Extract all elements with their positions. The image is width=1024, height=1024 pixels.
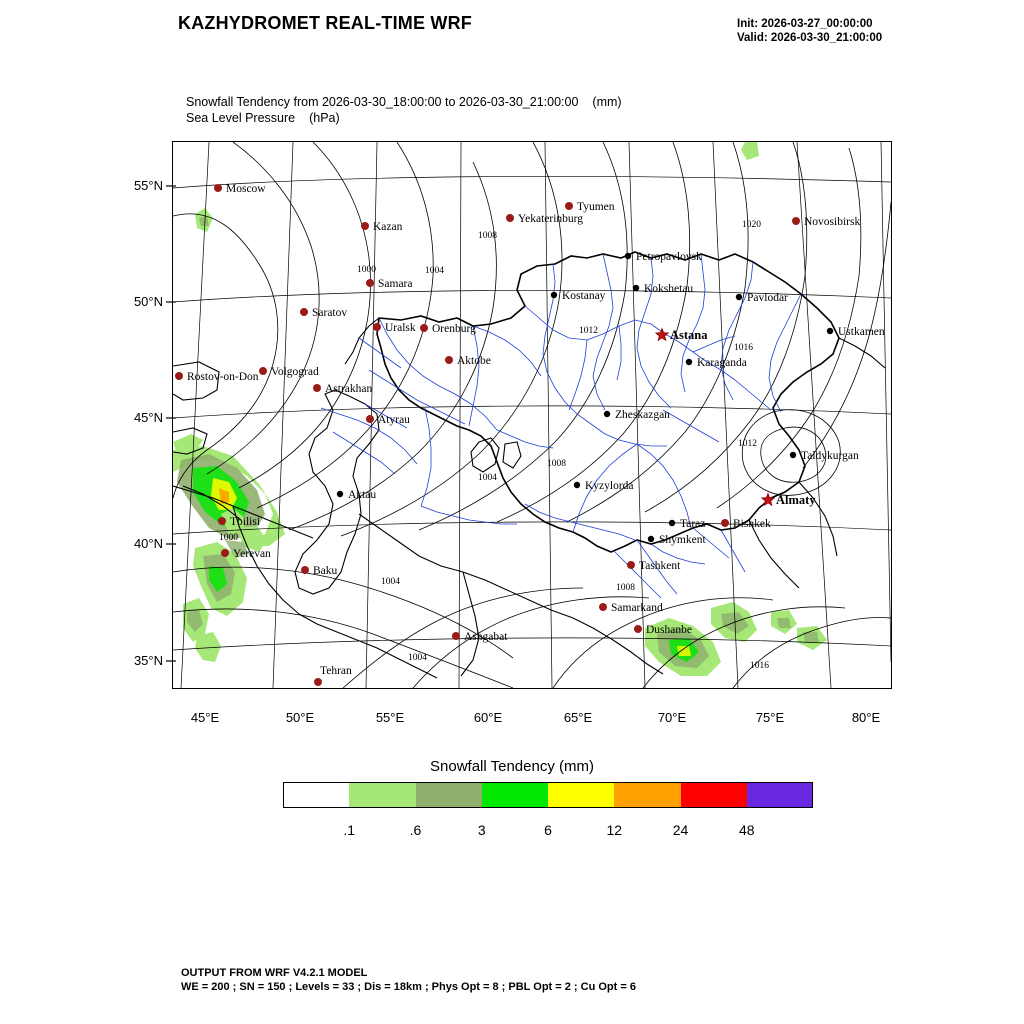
city-label: Samara (378, 278, 413, 290)
city-dot-icon (366, 415, 374, 423)
field-line-2-text: Sea Level Pressure (186, 111, 296, 125)
capital-star-icon (656, 329, 668, 341)
colorbar-title: Snowfall Tendency (mm) (430, 758, 594, 775)
city-marker (175, 371, 259, 383)
city-label: Kostanay (562, 290, 606, 302)
city-marker (627, 560, 681, 572)
city-label: Baku (313, 565, 338, 577)
city-dot-icon (625, 253, 631, 259)
city-label: Atyrau (378, 414, 410, 426)
city-dot-icon (301, 566, 309, 574)
isobar-label: 1016 (734, 343, 753, 353)
city-label: Tashkent (639, 560, 681, 572)
city-label: Zheskazgan (615, 409, 670, 421)
city-dot-icon (634, 625, 642, 633)
page-title: KAZHYDROMET REAL-TIME WRF (178, 13, 472, 33)
city-label: Almaty (776, 493, 816, 507)
isobar-label: 1020 (742, 220, 761, 230)
city-label: Moscow (226, 183, 266, 195)
city-marker (313, 383, 373, 395)
field-line-1-units: (mm) (592, 95, 622, 109)
isobar-label: 1004 (381, 577, 400, 587)
isobar-label: 1012 (738, 439, 757, 449)
city-dot-icon (633, 285, 639, 291)
colorbar-tick-label: 3 (477, 822, 486, 838)
isobar-label: 1004 (408, 653, 427, 663)
city-label: Astana (670, 328, 708, 342)
lat-tick-label: 40°N (133, 536, 163, 551)
city-label: Aktau (348, 489, 377, 501)
city-dot-icon (574, 482, 580, 488)
city-dot-icon (361, 222, 369, 230)
city-label: Yekaterinburg (518, 213, 584, 225)
city-marker (420, 323, 476, 335)
field-line-1-text: Snowfall Tendency from 2026-03-30_18:00:00 to 2026-03-30_21:00:00 (186, 95, 579, 109)
city-marker (686, 357, 747, 369)
city-label: Ustkamen (838, 326, 885, 338)
city-dot-icon (218, 517, 226, 525)
city-label: Aktobe (457, 355, 491, 367)
city-dot-icon (648, 536, 654, 542)
city-dot-icon (366, 279, 374, 287)
city-dot-icon (790, 452, 796, 458)
city-label: Rostov-on-Don (187, 371, 259, 383)
model-output-footer (181, 966, 636, 994)
city-label: Yerevan (233, 548, 271, 560)
isobar-label: 1016 (750, 661, 769, 671)
city-label: Novosibirsk (804, 216, 861, 228)
lon-tick-label: 70°E (657, 710, 687, 725)
footer-line-1: OUTPUT FROM WRF V4.2.1 MODEL (181, 967, 368, 979)
city-dot-icon (736, 294, 742, 300)
city-label: Samarkand (611, 602, 663, 614)
city-dot-icon (599, 603, 607, 611)
colorbar-tick-label: 48 (738, 822, 755, 838)
city-label: Shymkent (659, 534, 706, 546)
colorbar-tick-label: .1 (343, 822, 356, 838)
city-dot-icon (452, 632, 460, 640)
city-label: Saratov (312, 307, 348, 319)
city-dot-icon (792, 217, 800, 225)
lat-tick-label: 50°N (133, 294, 163, 309)
field-line-1 (186, 94, 622, 110)
city-marker (625, 251, 702, 263)
city-dot-icon (373, 323, 381, 331)
colorbar-tick-label: 24 (672, 822, 689, 838)
city-dot-icon (669, 520, 675, 526)
city-label: Petropavlovsk (636, 251, 702, 263)
snowfall-shading-layer (173, 142, 827, 676)
lon-tick-label: 50°E (285, 710, 315, 725)
isobar-label: 1004 (425, 266, 444, 276)
city-dot-icon (214, 184, 222, 192)
colorbar-swatch[interactable] (283, 782, 349, 808)
city-label: Astrakhan (325, 383, 373, 395)
isobar-label: 1000 (219, 533, 238, 543)
colorbar-swatch[interactable] (614, 782, 680, 808)
city-dot-icon (827, 328, 833, 334)
admin-river-layer (321, 254, 801, 598)
colorbar-tick-label: 6 (544, 822, 552, 838)
city-dot-icon (221, 549, 229, 557)
city-dot-icon (551, 292, 557, 298)
city-marker (634, 624, 692, 636)
city-marker (373, 322, 416, 334)
city-label: Ashgabat (464, 631, 508, 643)
city-marker (762, 493, 817, 507)
city-marker (452, 631, 508, 643)
city-dot-icon (721, 519, 729, 527)
city-dot-icon (175, 372, 183, 380)
city-dot-icon (259, 367, 267, 375)
city-marker (656, 328, 708, 342)
colorbar-swatch[interactable] (747, 782, 813, 808)
city-marker (301, 565, 338, 577)
colorbar-swatch[interactable] (681, 782, 747, 808)
city-label: Dushanbe (646, 624, 692, 636)
city-marker (565, 201, 615, 213)
lon-tick-label: 60°E (473, 710, 503, 725)
field-description (186, 94, 622, 126)
city-label: Tbilisi (230, 516, 261, 528)
city-label: Uralsk (385, 322, 416, 334)
city-marker (633, 283, 694, 295)
city-dot-icon (686, 359, 692, 365)
city-dot-icon (313, 384, 321, 392)
city-marker (669, 518, 706, 530)
city-dot-icon (420, 324, 428, 332)
city-marker (337, 489, 377, 501)
isobar-label: 1000 (357, 265, 376, 275)
colorbar-swatch[interactable] (548, 782, 614, 808)
isobar-label: 1008 (478, 231, 497, 241)
colorbar-swatch[interactable] (416, 782, 482, 808)
field-line-2-units: (hPa) (309, 111, 340, 125)
city-marker (314, 665, 352, 686)
isobar-label: 1012 (579, 326, 598, 336)
lat-tick-label: 45°N (133, 410, 163, 425)
lon-tick-label: 55°E (375, 710, 405, 725)
lon-tick-label: 75°E (755, 710, 785, 725)
city-label: Tehran (320, 665, 352, 677)
city-marker (506, 213, 583, 225)
city-dot-icon (506, 214, 514, 222)
city-marker (445, 355, 491, 367)
city-dot-icon (314, 678, 322, 686)
lon-tick-label: 65°E (563, 710, 593, 725)
city-dot-icon (604, 411, 610, 417)
isobar-label: 1004 (478, 473, 497, 483)
city-marker (648, 534, 707, 546)
city-label: Orenburg (432, 323, 476, 335)
city-label: Volgograd (271, 366, 319, 378)
city-label: Karaganda (697, 357, 747, 369)
city-label: Tyumen (577, 201, 615, 213)
colorbar-tick-label: 12 (606, 822, 623, 838)
city-marker (790, 450, 859, 462)
map-plot-area[interactable] (172, 141, 892, 689)
colorbar-swatch[interactable] (482, 782, 548, 808)
city-dot-icon (565, 202, 573, 210)
city-dot-icon (337, 491, 343, 497)
isobar-label: 1008 (547, 459, 566, 469)
city-marker (599, 602, 663, 614)
valid-time: Valid: 2026-03-30_21:00:00 (737, 32, 883, 44)
colorbar-tick-label: .6 (409, 822, 422, 838)
city-label: Taldykurgan (801, 450, 859, 462)
field-line-2 (186, 110, 622, 126)
lon-tick-label: 80°E (851, 710, 881, 725)
city-marker (574, 480, 634, 492)
city-label: Kokshetau (644, 283, 694, 295)
city-label: Taraz (680, 518, 706, 530)
city-marker (604, 409, 670, 421)
city-marker (259, 366, 319, 378)
city-marker (300, 307, 347, 319)
city-label: Bishkek (733, 518, 771, 530)
city-marker (361, 221, 403, 233)
colorbar-tick-labels (283, 822, 813, 842)
city-label: Kazan (373, 221, 403, 233)
init-time: Init: 2026-03-27_00:00:00 (737, 18, 873, 30)
city-dot-icon (627, 561, 635, 569)
city-dot-icon (300, 308, 308, 316)
init-valid-block (737, 17, 882, 45)
colorbar-swatch[interactable] (349, 782, 415, 808)
colorbar[interactable] (283, 782, 813, 808)
city-marker (366, 278, 412, 290)
lat-tick-label: 35°N (133, 653, 163, 668)
isobar-label: 1008 (616, 583, 635, 593)
footer-line-2: WE = 200 ; SN = 150 ; Levels = 33 ; Dis = 18km ; Phys Opt = 8 ; PBL Opt = 2 ; Cu Opt = 6 (181, 981, 636, 993)
lon-tick-label: 45°E (190, 710, 220, 725)
city-label: Kyzylorda (585, 480, 634, 492)
lat-tick-label: 55°N (133, 178, 163, 193)
city-label: Pavlodar (747, 292, 788, 304)
city-dot-icon (445, 356, 453, 364)
